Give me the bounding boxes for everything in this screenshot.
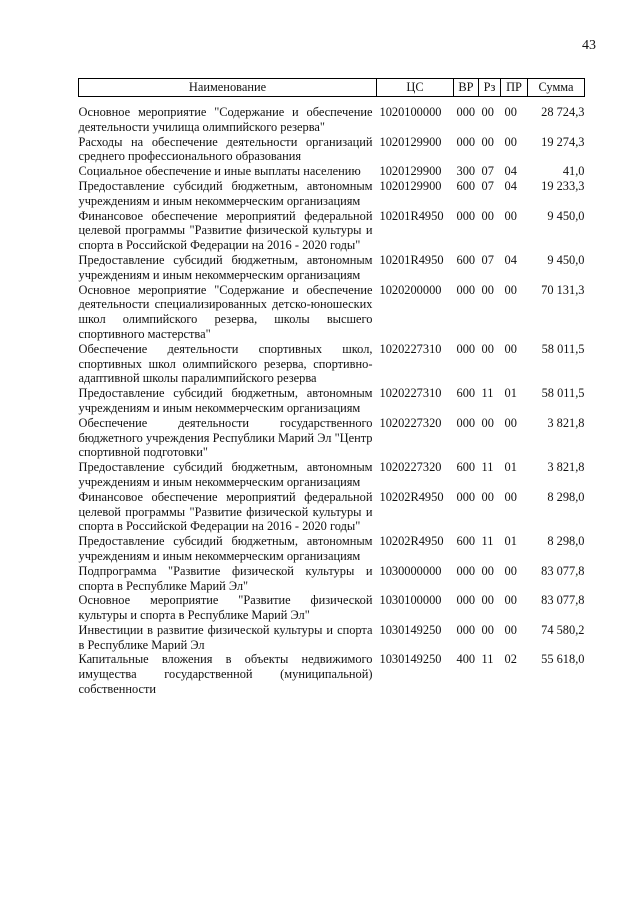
cell-name: Финансовое обеспечение мероприятий федеральной целевой программы "Развитие физической культуры и спорта в Российской Федерации на 2016 - 2020 годы" bbox=[78, 208, 373, 253]
cell-name: Основное мероприятие "Развитие физической культуры и спорта в Республике Марий Эл" bbox=[78, 593, 373, 623]
table-row bbox=[79, 490, 585, 534]
table-row bbox=[79, 135, 585, 165]
cell-vr: 600 bbox=[456, 460, 476, 475]
column-header-rz: Рз bbox=[479, 79, 501, 97]
cell-cs: 10202R4950 bbox=[379, 534, 444, 549]
cell-cs: 1030100000 bbox=[379, 593, 442, 608]
table-row bbox=[79, 652, 585, 696]
table-row bbox=[79, 416, 585, 460]
cell-name: Предоставление субсидий бюджетным, автономным учреждениям и иным некоммерческим организациям bbox=[78, 460, 373, 489]
cell-vr: 000 bbox=[456, 415, 476, 430]
cell-pr: 04 bbox=[504, 252, 517, 267]
column-header-name: Наименование bbox=[79, 79, 377, 97]
cell-rz: 00 bbox=[481, 563, 494, 578]
cell-cs: 1020129900 bbox=[379, 134, 442, 149]
column-header-vr: ВР bbox=[454, 79, 479, 97]
cell-cs: 1020129900 bbox=[379, 178, 442, 193]
cell-rz: 07 bbox=[481, 178, 494, 193]
table-row bbox=[79, 209, 585, 253]
cell-vr: 000 bbox=[456, 489, 476, 504]
cell-cs: 1030000000 bbox=[379, 563, 442, 578]
cell-sum: 70 131,3 bbox=[541, 282, 585, 297]
cell-rz: 11 bbox=[481, 386, 494, 401]
cell-name: Инвестиции в развитие физической культуры и спорта в Республике Марий Эл bbox=[78, 622, 373, 652]
cell-rz: 11 bbox=[481, 652, 494, 667]
table-row bbox=[79, 253, 585, 283]
cell-rz: 00 bbox=[481, 105, 494, 119]
cell-vr: 600 bbox=[456, 534, 476, 549]
table-header-row bbox=[79, 79, 585, 97]
cell-pr: 00 bbox=[504, 563, 517, 578]
cell-sum: 58 011,5 bbox=[541, 341, 585, 356]
cell-pr: 00 bbox=[504, 415, 517, 430]
cell-name: Обеспечение деятельности государственного бюджетного учреждения Республики Марий Эл "Центр спортивной подготовки" bbox=[78, 415, 373, 460]
cell-sum: 55 618,0 bbox=[541, 652, 585, 667]
cell-name: Обеспечение деятельности спортивных школ, спортивных школ олимпийского резерва, спортивно-адаптивной школы паралимпийского резерва bbox=[78, 341, 373, 386]
cell-rz: 00 bbox=[481, 134, 494, 149]
cell-sum: 28 724,3 bbox=[541, 105, 585, 119]
cell-cs: 1030149250 bbox=[379, 652, 442, 667]
table-body bbox=[79, 97, 585, 697]
cell-name: Предоставление субсидий бюджетным, автономным учреждениям и иным некоммерческим организациям bbox=[78, 386, 373, 415]
cell-rz: 07 bbox=[481, 164, 494, 179]
table-row bbox=[79, 283, 585, 342]
cell-sum: 19 274,3 bbox=[541, 134, 585, 149]
table-row bbox=[79, 386, 585, 416]
cell-pr: 00 bbox=[504, 282, 517, 297]
cell-rz: 07 bbox=[481, 252, 494, 267]
cell-vr: 600 bbox=[456, 178, 476, 193]
cell-vr: 000 bbox=[456, 341, 476, 356]
cell-rz: 00 bbox=[481, 208, 494, 223]
table-row bbox=[79, 564, 585, 594]
cell-sum: 3 821,8 bbox=[547, 460, 585, 475]
cell-rz: 00 bbox=[481, 489, 494, 504]
page-number: 43 bbox=[582, 38, 596, 53]
cell-name: Предоставление субсидий бюджетным, автономным учреждениям и иным некоммерческим организациям bbox=[78, 252, 373, 282]
cell-pr: 02 bbox=[504, 652, 517, 667]
cell-name: Основное мероприятие "Содержание и обеспечение деятельности училища олимпийского резерва" bbox=[78, 105, 373, 134]
cell-cs: 1020227310 bbox=[379, 341, 442, 356]
cell-pr: 00 bbox=[504, 593, 517, 608]
column-header-pr: ПР bbox=[501, 79, 528, 97]
cell-rz: 00 bbox=[481, 282, 494, 297]
cell-pr: 00 bbox=[504, 208, 517, 223]
cell-cs: 1020227320 bbox=[379, 415, 442, 430]
cell-rz: 00 bbox=[481, 415, 494, 430]
cell-name: Финансовое обеспечение мероприятий федеральной целевой программы "Развитие физической культуры и спорта в Российской Федерации на 2016 - 2020 годы" bbox=[78, 489, 373, 534]
cell-vr: 000 bbox=[456, 563, 476, 578]
cell-sum: 74 580,2 bbox=[541, 622, 585, 637]
cell-name: Подпрограмма "Развитие физической культуры и спорта в Республике Марий Эл" bbox=[78, 563, 373, 593]
cell-vr: 000 bbox=[456, 622, 476, 637]
cell-name: Расходы на обеспечение деятельности организаций среднего профессионального образования bbox=[78, 134, 373, 164]
cell-sum: 83 077,8 bbox=[541, 593, 585, 608]
table-row bbox=[79, 534, 585, 564]
cell-sum: 8 298,0 bbox=[547, 534, 585, 549]
table-row bbox=[79, 623, 585, 653]
cell-rz: 11 bbox=[481, 460, 494, 475]
table-row bbox=[79, 164, 585, 179]
cell-rz: 00 bbox=[481, 593, 494, 608]
column-header-sum: Сумма bbox=[528, 79, 585, 97]
cell-cs: 10201R4950 bbox=[379, 208, 444, 223]
cell-sum: 83 077,8 bbox=[541, 563, 585, 578]
cell-rz: 00 bbox=[481, 622, 494, 637]
table-row bbox=[79, 460, 585, 490]
cell-sum: 3 821,8 bbox=[547, 415, 585, 430]
cell-sum: 8 298,0 bbox=[547, 489, 585, 504]
cell-pr: 01 bbox=[504, 386, 517, 401]
cell-cs: 1020100000 bbox=[379, 105, 442, 119]
cell-vr: 000 bbox=[456, 134, 476, 149]
cell-sum: 58 011,5 bbox=[541, 386, 585, 401]
cell-pr: 00 bbox=[504, 105, 517, 119]
cell-vr: 400 bbox=[456, 652, 476, 667]
cell-cs: 10202R4950 bbox=[379, 489, 444, 504]
cell-cs: 1020129900 bbox=[379, 164, 442, 179]
cell-cs: 1020227310 bbox=[379, 386, 442, 401]
cell-rz: 11 bbox=[481, 534, 494, 549]
budget-table bbox=[78, 78, 585, 697]
cell-name: Социальное обеспечение и иные выплаты населению bbox=[78, 164, 361, 179]
cell-pr: 00 bbox=[504, 489, 517, 504]
table-row bbox=[79, 342, 585, 386]
cell-sum: 9 450,0 bbox=[547, 208, 585, 223]
table-row bbox=[79, 97, 585, 135]
cell-cs: 1020200000 bbox=[379, 282, 442, 297]
cell-pr: 04 bbox=[504, 178, 517, 193]
cell-rz: 00 bbox=[481, 341, 494, 356]
cell-vr: 000 bbox=[456, 593, 476, 608]
cell-name: Предоставление субсидий бюджетным, автономным учреждениям и иным некоммерческим организациям bbox=[78, 178, 373, 208]
table-row bbox=[79, 593, 585, 623]
cell-sum: 9 450,0 bbox=[547, 252, 585, 267]
cell-cs: 1030149250 bbox=[379, 622, 442, 637]
cell-name: Основное мероприятие "Содержание и обеспечение деятельности специализированных детско-юношеских школ олимпийского резерва, школы высшего спортивного мастерства" bbox=[78, 282, 373, 341]
cell-sum: 19 233,3 bbox=[541, 178, 585, 193]
cell-sum: 41,0 bbox=[562, 164, 585, 179]
cell-vr: 000 bbox=[456, 282, 476, 297]
cell-pr: 04 bbox=[504, 164, 517, 179]
cell-pr: 00 bbox=[504, 134, 517, 149]
cell-cs: 1020227320 bbox=[379, 460, 442, 475]
cell-pr: 00 bbox=[504, 622, 517, 637]
cell-name: Капитальные вложения в объекты недвижимого имущества государственной (муниципальной) собственности bbox=[78, 652, 373, 697]
cell-pr: 00 bbox=[504, 341, 517, 356]
column-header-cs: ЦС bbox=[377, 79, 454, 97]
cell-name: Предоставление субсидий бюджетным, автономным учреждениям и иным некоммерческим организациям bbox=[78, 534, 373, 563]
cell-vr: 000 bbox=[456, 208, 476, 223]
cell-cs: 10201R4950 bbox=[379, 252, 444, 267]
cell-vr: 000 bbox=[456, 105, 476, 119]
cell-pr: 01 bbox=[504, 460, 517, 475]
cell-pr: 01 bbox=[504, 534, 517, 549]
cell-vr: 600 bbox=[456, 252, 476, 267]
cell-vr: 600 bbox=[456, 386, 476, 401]
cell-vr: 300 bbox=[456, 164, 476, 179]
table-row bbox=[79, 179, 585, 209]
